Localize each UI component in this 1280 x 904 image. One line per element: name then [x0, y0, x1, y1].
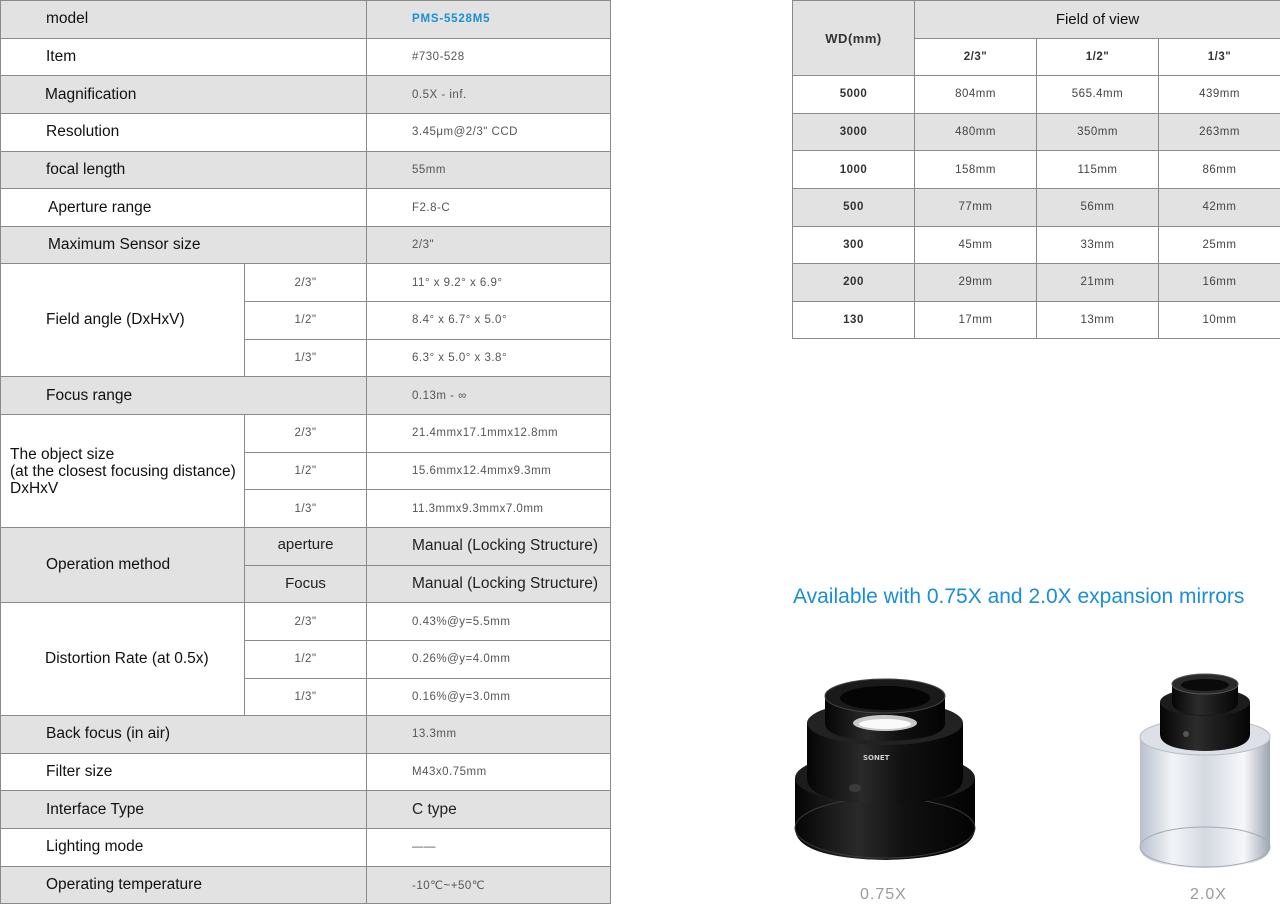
spec-value: 2/3": [367, 226, 611, 264]
model-value: PMS-5528M5: [367, 1, 611, 39]
sensor-size: 1/3": [245, 490, 367, 528]
sensor-size: 2/3": [245, 264, 367, 302]
spec-value: 3.45μm@2/3" CCD: [367, 113, 611, 151]
spec-value: 11.3mmx9.3mmx7.0mm: [367, 490, 611, 528]
spec-row-focal-length: [1, 151, 611, 189]
sensor-size: 1/3": [245, 678, 367, 716]
spec-value: M43x0.75mm: [367, 753, 611, 791]
operation-sub: Focus: [245, 565, 367, 603]
spec-label: Filter size: [1, 753, 367, 791]
fov-value: 804mm: [915, 76, 1037, 114]
sensor-size: 1/3": [245, 339, 367, 377]
fov-col-header: 2/3": [915, 38, 1037, 76]
fov-value: 21mm: [1037, 264, 1159, 302]
fov-value: 25mm: [1159, 226, 1280, 264]
fov-value: 17mm: [915, 301, 1037, 339]
spec-row-field-angle: [1, 264, 611, 302]
fov-value: 158mm: [915, 151, 1037, 189]
spec-value: C type: [367, 791, 611, 829]
spec-row-interface: [1, 791, 611, 829]
spec-label: Back focus (in air): [1, 716, 367, 754]
spec-value: Manual (Locking Structure): [367, 565, 611, 603]
fov-value: 565.4mm: [1037, 76, 1159, 114]
spec-value: 15.6mmx12.4mmx9.3mm: [367, 452, 611, 490]
spec-value: #730-528: [367, 38, 611, 76]
spec-value: 0.26%@y=4.0mm: [367, 640, 611, 678]
sensor-size: 1/2": [245, 640, 367, 678]
fov-value: 480mm: [915, 113, 1037, 151]
spec-row-sensor: [1, 226, 611, 264]
mirror-logo: SONET: [863, 754, 890, 762]
spec-row-distortion: [1, 603, 611, 641]
mirror-075x-caption: 0.75X: [860, 886, 907, 903]
spec-label: Field angle (DxHxV): [1, 264, 245, 377]
operation-sub: aperture: [245, 527, 367, 565]
spec-value: 0.5X - inf.: [367, 76, 611, 114]
fov-value: 29mm: [915, 264, 1037, 302]
spec-label: Interface Type: [1, 791, 367, 829]
spec-row-lighting: [1, 829, 611, 867]
spec-value: 0.13m - ∞: [367, 377, 611, 415]
spec-label: Operation method: [1, 527, 245, 602]
fov-value: 16mm: [1159, 264, 1280, 302]
fov-row: [793, 188, 1280, 226]
spec-table: [0, 0, 611, 904]
spec-row-filter: [1, 753, 611, 791]
object-size-line: (at the closest focusing distance): [10, 462, 236, 480]
spec-label: Focus range: [1, 377, 367, 415]
spec-row-aperture: [1, 189, 611, 227]
spec-label: [1, 415, 245, 528]
spec-value: ——: [367, 829, 611, 867]
fov-value: 33mm: [1037, 226, 1159, 264]
spec-label: Lighting mode: [1, 829, 367, 867]
spec-value: 13.3mm: [367, 716, 611, 754]
fov-col-header: 1/2": [1037, 38, 1159, 76]
fov-value: 439mm: [1159, 76, 1280, 114]
spec-label: Maximum Sensor size: [1, 226, 367, 264]
object-size-line: DxHxV: [10, 479, 59, 497]
spec-value: F2.8-C: [367, 189, 611, 227]
mirror-20x-caption: 2.0X: [1190, 886, 1227, 903]
sensor-size: 1/2": [245, 452, 367, 490]
spec-label: Magnification: [1, 76, 367, 114]
wd-value: 1000: [793, 151, 915, 189]
fov-row: [793, 76, 1280, 114]
spec-label: model: [1, 1, 367, 39]
fov-value: 45mm: [915, 226, 1037, 264]
spec-label: Distortion Rate (at 0.5x): [1, 603, 245, 716]
fov-value: 10mm: [1159, 301, 1280, 339]
wd-value: 200: [793, 264, 915, 302]
spec-row-resolution: [1, 113, 611, 151]
spec-value: 21.4mmx17.1mmx12.8mm: [367, 415, 611, 453]
mirror-20x-image: [1130, 672, 1280, 872]
expansion-mirror-headline: Available with 0.75X and 2.0X expansion mirrors: [793, 585, 1245, 608]
mirror-075x-image: [785, 668, 985, 868]
spec-row-back-focus: [1, 716, 611, 754]
spec-value: 0.43%@y=5.5mm: [367, 603, 611, 641]
spec-value: Manual (Locking Structure): [367, 527, 611, 565]
spec-label: focal length: [1, 151, 367, 189]
spec-value: -10℃~+50℃: [367, 866, 611, 904]
spec-value: 6.3° x 5.0° x 3.8°: [367, 339, 611, 377]
fov-value: 350mm: [1037, 113, 1159, 151]
spec-value: 8.4° x 6.7° x 5.0°: [367, 302, 611, 340]
wd-value: 300: [793, 226, 915, 264]
wd-value: 500: [793, 188, 915, 226]
fov-header: Field of view: [915, 1, 1280, 39]
spec-value: 0.16%@y=3.0mm: [367, 678, 611, 716]
fov-row: [793, 226, 1280, 264]
spec-label: Item: [1, 38, 367, 76]
spec-row-focus-range: [1, 377, 611, 415]
spec-value: 11° x 9.2° x 6.9°: [367, 264, 611, 302]
fov-row: [793, 301, 1280, 339]
object-size-line: The object size: [10, 445, 115, 463]
spec-row-temperature: [1, 866, 611, 904]
spec-value: 55mm: [367, 151, 611, 189]
sensor-size: 2/3": [245, 603, 367, 641]
spec-row-object-size: [1, 415, 611, 453]
fov-value: 13mm: [1037, 301, 1159, 339]
spec-row-item: [1, 38, 611, 76]
wd-value: 5000: [793, 76, 915, 114]
fov-row: [793, 264, 1280, 302]
wd-header: WD(mm): [793, 1, 915, 76]
fov-value: 115mm: [1037, 151, 1159, 189]
spec-label: Resolution: [1, 113, 367, 151]
wd-value: 130: [793, 301, 915, 339]
fov-row: [793, 113, 1280, 151]
spec-label: Operating temperature: [1, 866, 367, 904]
fov-header-row: [793, 1, 1280, 39]
fov-col-header: 1/3": [1159, 38, 1280, 76]
fov-value: 263mm: [1159, 113, 1280, 151]
fov-value: 42mm: [1159, 188, 1280, 226]
spec-row-operation: [1, 527, 611, 565]
spec-label: Aperture range: [1, 189, 367, 227]
fov-row: [793, 151, 1280, 189]
fov-value: 86mm: [1159, 151, 1280, 189]
fov-value: 77mm: [915, 188, 1037, 226]
wd-value: 3000: [793, 113, 915, 151]
fov-value: 56mm: [1037, 188, 1159, 226]
sensor-size: 1/2": [245, 302, 367, 340]
fov-table: [792, 0, 1280, 339]
sensor-size: 2/3": [245, 415, 367, 453]
spec-row-model: [1, 1, 611, 39]
spec-row-magnification: [1, 76, 611, 114]
